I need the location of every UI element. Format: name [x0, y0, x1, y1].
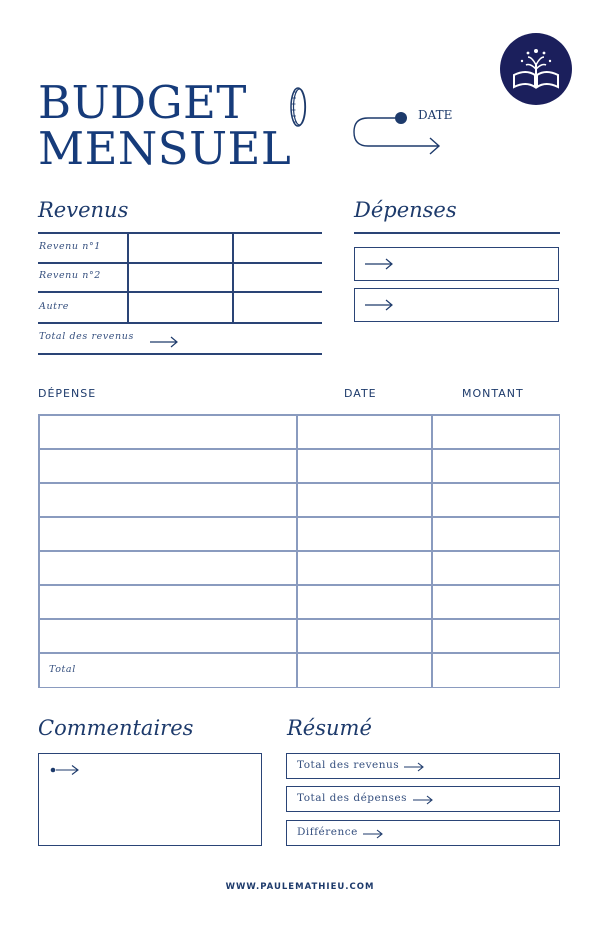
- revenus-line-2: [38, 291, 322, 293]
- arrow-right-icon: [403, 762, 425, 772]
- resume-total-depenses-label: Total des dépenses: [297, 792, 407, 804]
- revenu-2-label: Revenu n°2: [39, 270, 101, 281]
- revenus-line-3: [38, 322, 322, 324]
- footer-url[interactable]: WWW.PAULEMATHIEU.COM: [225, 882, 375, 892]
- total-revenus-label: Total des revenus: [39, 331, 134, 342]
- resume-total-revenus[interactable]: [286, 753, 560, 779]
- title-line-2: MENSUEL: [38, 122, 292, 175]
- resume-total-revenus-label: Total des revenus: [297, 759, 400, 771]
- arrow-right-icon: [362, 829, 384, 839]
- revenu-1-label: Revenu n°1: [39, 241, 101, 252]
- revenus-col-divider-2: [232, 232, 234, 323]
- depense-box-2[interactable]: [354, 288, 559, 322]
- column-header-date: DATE: [344, 387, 377, 400]
- depense-box-1[interactable]: [354, 247, 559, 281]
- commentaires-box[interactable]: [38, 753, 262, 846]
- page-title: [38, 76, 318, 175]
- resume-difference-label: Différence: [297, 826, 358, 838]
- revenus-line-1: [38, 262, 322, 264]
- revenus-line-top: [38, 232, 322, 234]
- coin-icon: [288, 86, 308, 132]
- arrow-right-icon: [364, 299, 394, 311]
- revenus-title: Revenus: [38, 198, 129, 222]
- arrow-right-icon: [412, 795, 434, 805]
- depenses-title: Dépenses: [354, 198, 457, 222]
- bullet-arrow-icon: [49, 764, 81, 776]
- open-book-icon: [500, 33, 572, 105]
- autre-label: Autre: [39, 301, 69, 312]
- arrow-right-icon: [149, 333, 179, 352]
- arrow-right-icon: [364, 258, 394, 270]
- commentaires-title: Commentaires: [38, 716, 194, 740]
- column-header-montant: MONTANT: [462, 387, 524, 400]
- revenus-line-bottom: [38, 353, 322, 355]
- table-total-label: Total: [49, 664, 76, 675]
- title-line-1: BUDGET: [38, 76, 247, 129]
- revenus-col-divider-1: [127, 232, 129, 323]
- resume-difference[interactable]: [286, 820, 560, 846]
- date-label: DATE: [418, 108, 453, 122]
- expense-table: [38, 414, 560, 688]
- column-header-depense: DÉPENSE: [38, 387, 97, 400]
- resume-title: Résumé: [287, 716, 372, 740]
- resume-total-depenses[interactable]: [286, 786, 560, 812]
- logo: [500, 33, 572, 105]
- depenses-line-top: [354, 232, 560, 234]
